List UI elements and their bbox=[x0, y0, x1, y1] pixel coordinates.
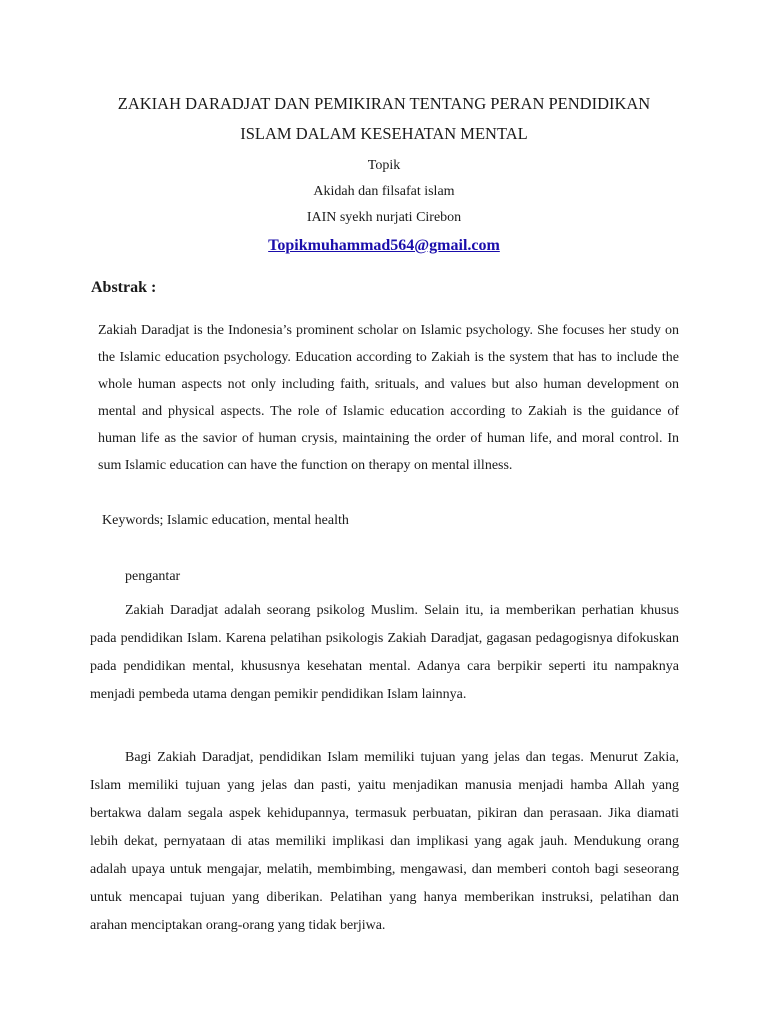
paper-title-line-2: ISLAM DALAM KESEHATAN MENTAL bbox=[240, 124, 528, 143]
body-paragraph-1: Zakiah Daradjat adalah seorang psikolog Muslim. Selain itu, ia memberikan perhatian khusus pada pendidikan Islam. Karena pelatihan psikologis Zakiah Daradjat, gagasan pedagogisnya difokuskan pada pendidikan mental, khususnya kesehatan mental. Adanya cara berpikir seperti itu nampaknya menjadi pembeda utama dengan pemikir pendidikan Islam lainnya. bbox=[90, 603, 679, 702]
abstract-heading: Abstrak : bbox=[91, 279, 157, 296]
author-name: Topik bbox=[367, 158, 401, 173]
author-email-link[interactable]: Topikmuhammad564@gmail.com bbox=[268, 237, 500, 254]
author-department: Akidah dan filsafat islam bbox=[313, 184, 455, 199]
paper-header bbox=[0, 0, 768, 259]
keywords: Keywords; Islamic education, mental health bbox=[102, 513, 349, 528]
section-heading-pengantar: pengantar bbox=[125, 569, 181, 584]
author-institution: IAIN syekh nurjati Cirebon bbox=[306, 210, 462, 225]
paper-title-line-1: ZAKIAH DARADJAT DAN PEMIKIRAN TENTANG PERAN PENDIDIKAN bbox=[117, 94, 651, 113]
abstract-body: Zakiah Daradjat is the Indonesia’s prominent scholar on Islamic psychology. She focuses her study on the Islamic education psychology. Education according to Zakiah is the system that has to include the whole human aspects not only including faith, srituals, and values but also human development on mental and physical aspects. The role of Islamic education according to Zakiah is the guidance of human life as the savior of human crysis, maintaining the order of human life, and moral control. In sum Islamic education can have the function on therapy on mental illness. bbox=[98, 323, 679, 473]
body-paragraph-2: Bagi Zakiah Daradjat, pendidikan Islam memiliki tujuan yang jelas dan tegas. Menurut Zakia, Islam memiliki tujuan yang jelas dan pasti, yaitu menjadikan manusia menjadi hamba Allah yang bertakwa dalam segala aspek kehidupannya, termasuk perbuatan, pikiran dan perasaan. Jika diamati lebih dekat, pernyataan di atas memiliki implikasi dan implikasi yang agak jauh. Mendukung orang adalah upaya untuk mengajar, melatih, membimbing, mengawasi, dan memberi contoh bagi seseorang untuk mencapai tujuan yang diberikan. Pelatihan yang hanya memberikan instruksi, pelatihan dan arahan menciptakan orang-orang yang tidak berjiwa. bbox=[90, 750, 679, 933]
